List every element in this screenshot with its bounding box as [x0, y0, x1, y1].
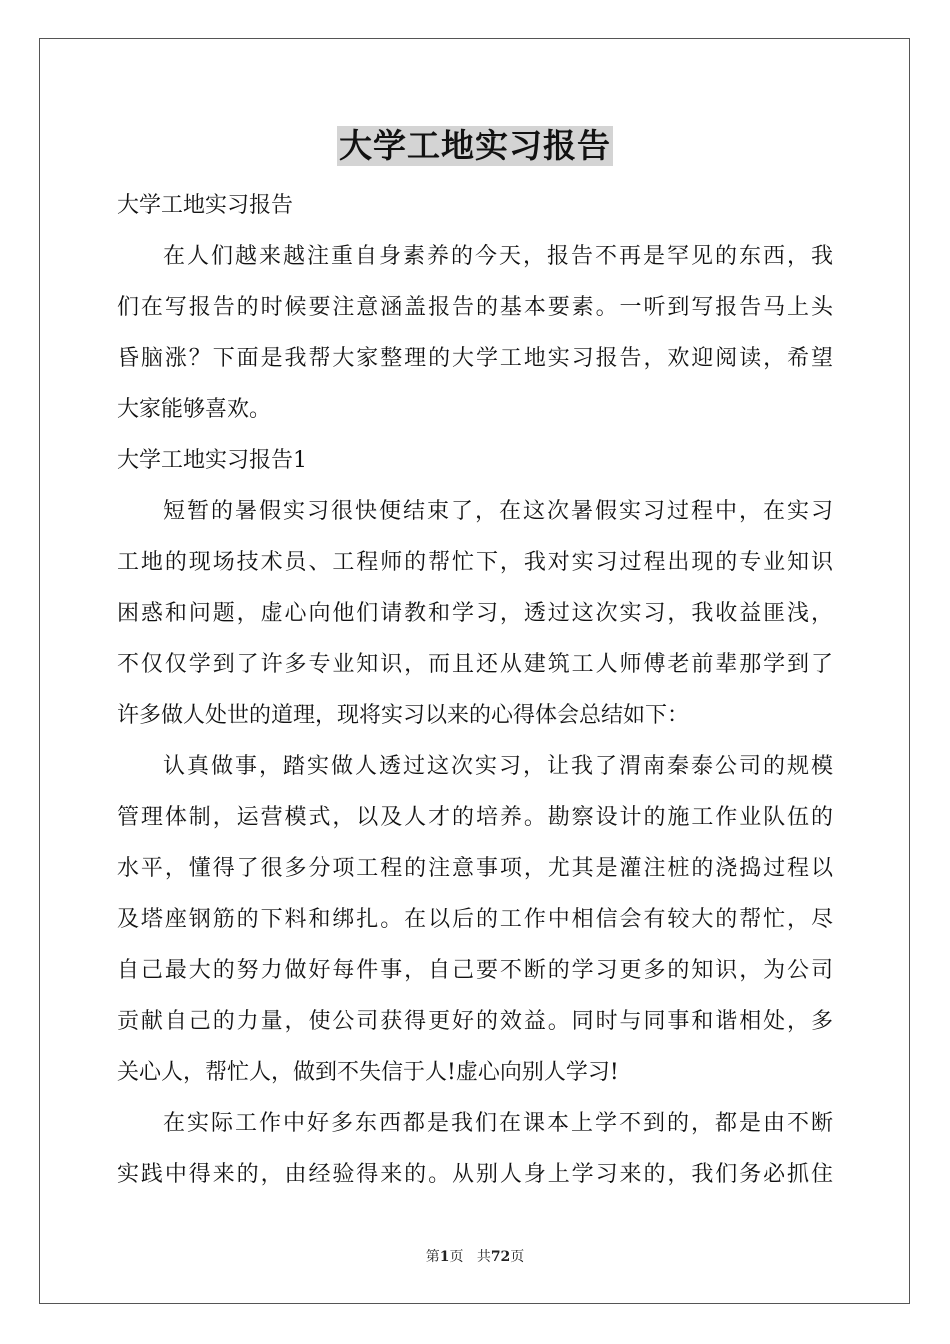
text-line: 不仅仅学到了许多专业知识，而且还从建筑工人师傅老前辈那学到了: [117, 652, 833, 677]
text-line: 实践中得来的，由经验得来的。从别人身上学习来的，我们务必抓住: [117, 1162, 833, 1187]
text-line: 自己最大的努力做好每件事，自己要不断的学习更多的知识，为公司: [117, 958, 833, 983]
text-line: 关心人，帮忙人，做到不失信于人!虚心向别人学习!: [117, 1060, 619, 1085]
text-line: 在人们越来越注重自身素养的今天，报告不再是罕见的东西，我: [163, 244, 833, 269]
text-line: 贡献自己的力量，使公司获得更好的效益。同时与同事和谐相处，多: [117, 1009, 833, 1034]
text-line: 认真做事，踏实做人透过这次实习，让我了渭南秦泰公司的规模: [163, 754, 833, 779]
text-line: 大学工地实习报告: [117, 193, 294, 218]
text-line: 许多做人处世的道理，现将实习以来的心得体会总结如下：: [117, 703, 690, 728]
page-footer: [0, 1246, 950, 1266]
text-line: 工地的现场技术员、工程师的帮忙下，我对实习过程出现的专业知识: [117, 550, 833, 575]
page-label-prefix: 第: [425, 1249, 440, 1265]
text-line: 及塔座钢筋的下料和绑扎。在以后的工作中相信会有较大的帮忙，尽: [117, 907, 833, 932]
title-container: [0, 126, 950, 166]
text-line: 水平，懂得了很多分项工程的注意事项，尤其是灌注桩的浇捣过程以: [117, 856, 833, 881]
text-line: 大学工地实习报告1: [117, 448, 307, 473]
total-label-suffix: 页: [510, 1249, 525, 1265]
page-label-suffix: 页: [449, 1249, 464, 1265]
text-line: 大家能够喜欢。: [117, 397, 272, 422]
document-body: [117, 180, 833, 1200]
page-number: 1: [439, 1249, 450, 1265]
text-line: 们在写报告的时候要注意涵盖报告的基本要素。一听到写报告马上头: [117, 295, 833, 320]
total-label-prefix: 共: [476, 1249, 491, 1265]
text-line: 昏脑涨？下面是我帮大家整理的大学工地实习报告，欢迎阅读，希望: [117, 346, 833, 371]
text-line: 管理体制，运营模式，以及人才的培养。勘察设计的施工作业队伍的: [117, 805, 833, 830]
total-pages: 72: [490, 1249, 511, 1265]
text-line: 短暂的暑假实习很快便结束了，在这次暑假实习过程中，在实习: [163, 499, 833, 524]
text-line: 困惑和问题，虚心向他们请教和学习，透过这次实习，我收益匪浅，: [117, 601, 833, 626]
text-line: 在实际工作中好多东西都是我们在课本上学不到的，都是由不断: [163, 1111, 833, 1136]
document-title: 大学工地实习报告: [339, 126, 611, 165]
